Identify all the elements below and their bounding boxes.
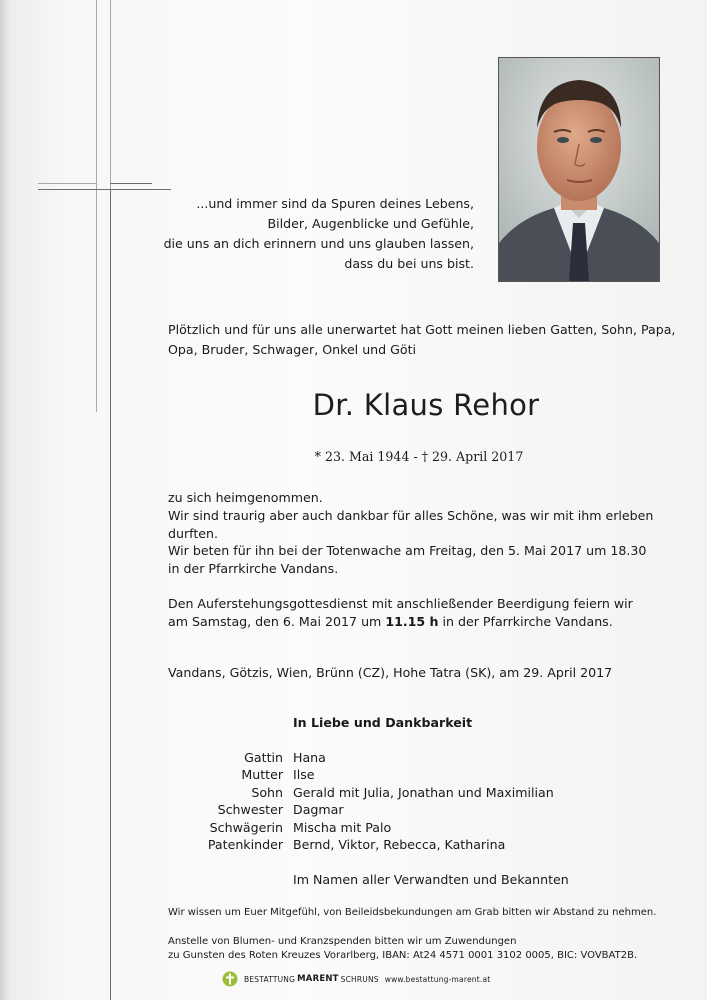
funeral-home-logo-icon <box>222 971 238 987</box>
deceased-name: Dr. Klaus Rehor <box>312 388 540 422</box>
mourner-row <box>150 766 554 783</box>
mourner-names: Hana <box>293 750 326 765</box>
mourners-heading: In Liebe und Dankbarkeit <box>293 715 473 730</box>
portrait-photo <box>498 57 660 282</box>
memorial-quote <box>144 194 474 274</box>
cross-horizontal-line-left <box>38 183 96 184</box>
donation-line: zu Gunsten des Roten Kreuzes Vorarlberg, IBAN: At24 4571 0001 3102 0005, BIC: VOVBAT2B. <box>168 950 638 961</box>
paragraph-totenwache <box>168 542 698 578</box>
donation-note <box>168 935 698 963</box>
footer-website: www.bestattung-marent.at <box>384 974 491 984</box>
footer-brand: MARENT <box>297 974 339 984</box>
mourner-row <box>150 784 554 801</box>
sympathy-note: Wir wissen um Euer Mitgefühl, von Beileidsbekundungen am Grab bitten wir Abstand zu nehmen. <box>168 907 657 918</box>
intro-text <box>168 320 688 360</box>
mourner-names: Mischa mit Palo <box>293 819 392 835</box>
body-line: Wir beten für ihn bei der Totenwache am Freitag, den 5. Mai 2017 um 18.30 <box>168 543 647 558</box>
life-dates: * 23. Mai 1944 - † 29. April 2017 <box>314 449 524 464</box>
cross-vertical-line-right <box>110 0 111 190</box>
intro-line: Plötzlich und für uns alle unerwartet hat Gott meinen lieben Gatten, Sohn, Papa, <box>168 322 676 337</box>
quote-line: ...und immer sind da Spuren deines Lebens, <box>196 196 474 211</box>
body-line: in der Pfarrkirche Vandans. <box>168 561 339 576</box>
paragraph-gottesdienst <box>168 595 698 631</box>
relation: Gattin <box>244 750 283 765</box>
body-line: Den Auferstehungsgottesdienst mit anschließender Beerdigung feiern wir <box>168 596 633 611</box>
quote-line: dass du bei uns bist. <box>344 256 474 271</box>
mourner-names: Gerald mit Julia, Jonathan und Maximilian <box>293 784 554 800</box>
mourner-names: Ilse <box>293 767 315 783</box>
relation: Schwester <box>217 802 283 818</box>
relation: Patenkinder <box>207 837 283 853</box>
relation: Mutter <box>241 767 283 783</box>
body-line: Wir sind traurig aber auch dankbar für alles Schöne, was wir mit ihm erleben durften. <box>168 508 654 541</box>
body-line: zu sich heimgenommen. <box>168 490 323 505</box>
donation-line: Anstelle von Blumen- und Kranzspenden bitten wir um Zuwendungen <box>168 936 517 947</box>
mourner-row <box>150 749 554 766</box>
cross-horizontal-line-lower <box>38 189 171 190</box>
mourner-row <box>150 836 554 853</box>
paragraph-heimgenommen <box>168 489 698 543</box>
place-date: Vandans, Götzis, Wien, Brünn (CZ), Hohe Tatra (SK), am 29. April 2017 <box>168 665 613 680</box>
mourner-names: Bernd, Viktor, Rebecca, Katharina <box>293 837 506 853</box>
funeral-home-footer <box>222 971 490 987</box>
mourner-row <box>150 801 554 818</box>
mourner-names: Dagmar <box>293 802 344 818</box>
closing-line: Im Namen aller Verwandten und Bekannten <box>293 872 569 887</box>
mourners-list <box>150 749 554 853</box>
body-line <box>168 613 698 631</box>
cross-horizontal-line-upper <box>110 183 152 184</box>
service-time: 11.15 h <box>385 614 439 629</box>
footer-town: SCHRUNS <box>340 974 379 984</box>
footer-prefix: BESTATTUNG <box>244 974 296 984</box>
body-text: am Samstag, den 6. Mai 2017 um <box>168 614 386 629</box>
relation: Sohn <box>251 784 283 800</box>
intro-line: Opa, Bruder, Schwager, Onkel und Göti <box>168 342 417 357</box>
mourner-row <box>150 819 554 836</box>
cross-vertical-line-lower <box>110 190 111 1000</box>
quote-line: Bilder, Augenblicke und Gefühle, <box>267 216 474 231</box>
relation: Schwägerin <box>209 819 283 835</box>
cross-vertical-line-left <box>96 0 97 412</box>
quote-line: die uns an dich erinnern und uns glauben lassen, <box>163 236 474 251</box>
body-text: in der Pfarrkirche Vandans. <box>438 614 613 629</box>
